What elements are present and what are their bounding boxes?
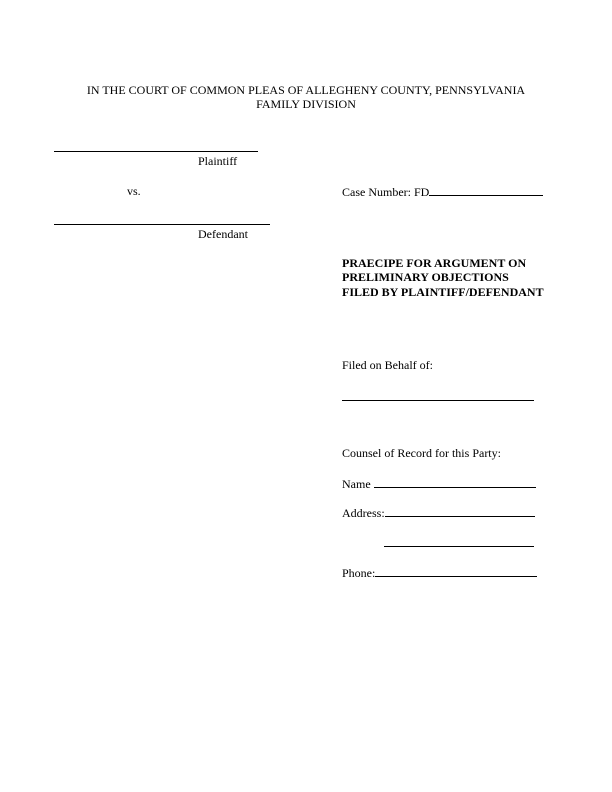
court-heading-line-2: FAMILY DIVISION [256,97,356,111]
plaintiff-name-line[interactable] [54,151,258,152]
document-title-line-3: FILED BY PLAINTIFF/DEFENDANT [342,285,544,299]
court-heading-line-1: IN THE COURT OF COMMON PLEAS OF ALLEGHENY COUNTY, PENNSYLVANIA [86,83,526,97]
counsel-phone-label: Phone: [342,566,376,580]
plaintiff-label: Plaintiff [198,154,238,168]
case-number-field [342,184,543,199]
counsel-address-blank-1[interactable] [385,505,535,517]
defendant-label: Defendant [198,227,248,241]
counsel-name-label: Name [342,477,371,491]
filed-on-behalf-line[interactable] [342,400,534,401]
case-number-label: Case Number: FD [342,185,430,199]
counsel-address-blank-2[interactable] [384,546,534,547]
counsel-address-label: Address: [342,506,385,520]
counsel-of-record-label: Counsel of Record for this Party: [342,446,501,460]
versus-label: vs. [127,184,141,198]
counsel-phone-blank[interactable] [375,565,537,577]
counsel-phone-field [342,565,537,580]
counsel-name-blank[interactable] [374,476,536,488]
defendant-name-line[interactable] [54,224,270,225]
case-number-blank[interactable] [429,184,543,196]
document-title-line-2: PRELIMINARY OBJECTIONS [342,270,509,284]
document-title-line-1: PRAECIPE FOR ARGUMENT ON [342,256,527,270]
counsel-address-field [342,505,535,520]
counsel-name-field [342,476,536,491]
filed-on-behalf-label: Filed on Behalf of: [342,358,433,372]
